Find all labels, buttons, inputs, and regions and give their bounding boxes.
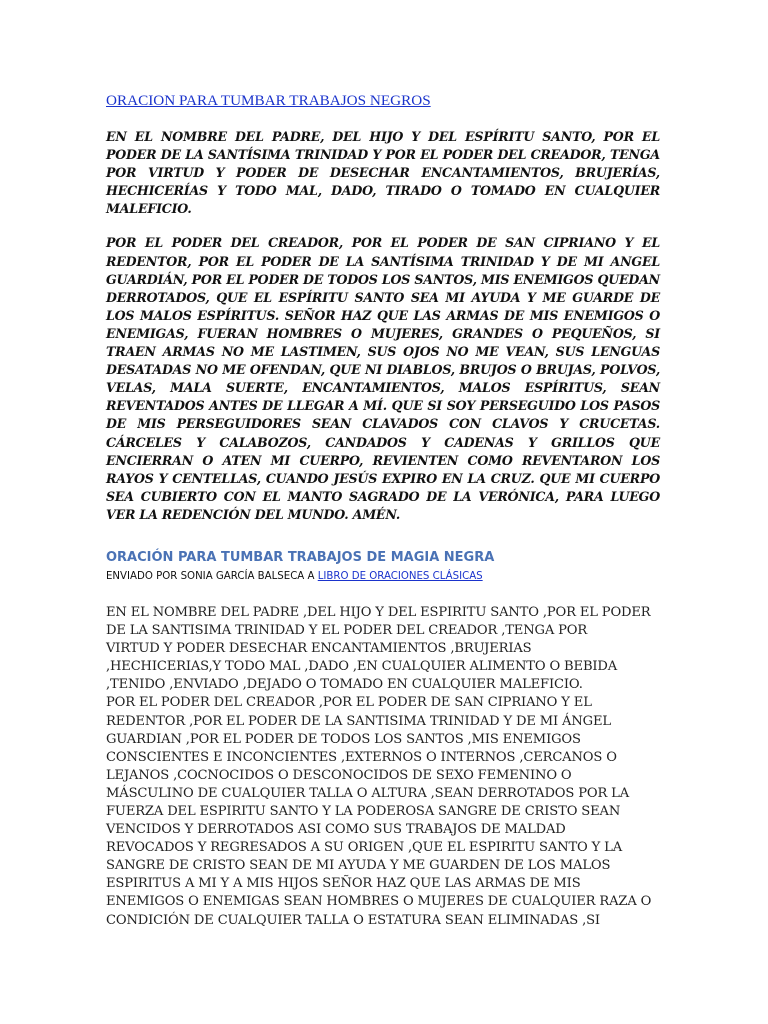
body-line: ESPIRITUS A MI Y A MIS HIJOS SEÑOR HAZ QUE LAS ARMAS DE MIS (106, 876, 581, 892)
body-line: CONSCIENTES E INCONCIENTES ,EXTERNOS O INTERNOS ,CERCANOS O (106, 749, 617, 765)
body-line: VIRTUD Y PODER DESECHAR ENCANTAMIENTOS ,BRUJERIAS (106, 641, 532, 657)
prayer-paragraph-2: POR EL PODER DEL CREADOR, POR EL PODER DE SAN CIPRIANO Y EL REDENTOR, POR EL PODER DE LA SANTÍSIMA TRINIDAD Y DE MI ANGEL GUARDIÁN, POR EL PODER DE TODOS LOS SANTOS, MIS ENEMIGOS QUEDAN DERROTADOS, QUE EL ESPÍRITU SANTO SEA MI AYUDA Y ME GUARDE DE LOS MALOS ESPÍRITUS. SEÑOR HAZ QUE LAS ARMAS DE MIS ENEMIGOS O ENEMIGAS, FUERAN HOMBRES O MUJERES, GRANDES O PEQUEÑOS, SI TRAEN ARMAS NO ME LASTIMEN, SUS OJOS NO ME VEAN, SUS LENGUAS DESATADAS NO ME OFENDAN, QUE NI DIABLOS, BRUJOS O BRUJAS, POLVOS, VELAS, MALA SUERTE, ENCANTAMIENTOS, MALOS ESPÍRITUS, SEAN REVENTADOS ANTES DE LLEGAR A MÍ. QUE SI SOY PERSEGUIDO LOS PASOS DE MIS PERSEGUIDORES SEAN CLAVADOS CON CLAVOS Y CRUCETAS. CÁRCELES Y CALABOZOS, CANDADOS Y CADENAS Y GRILLOS QUE ENCIERRAN O ATEN MI CUERPO, REVIENTEN COMO REVENTARON LOS RAYOS Y CENTELLAS, CUANDO JESÚS EXPIRO EN LA CRUZ. QUE MI CUERPO SEA CUBIERTO CON EL MANTO SAGRADO DE LA VERÓNICA, PARA LUEGO VER LA REDENCIÓN DEL MUNDO. AMÉN. (106, 235, 660, 522)
body-line: MÁSCULINO DE CUALQUIER TALLA O ALTURA ,SEAN DERROTADOS POR LA (106, 785, 630, 801)
body-line: DE LA SANTISIMA TRINIDAD Y EL PODER DEL CREADOR ,TENGA POR (106, 623, 588, 639)
body-line: ,TENIDO ,ENVIADO ,DEJADO O TOMADO EN CUALQUIER MALEFICIO. (106, 677, 583, 693)
body-line: SANGRE DE CRISTO SEAN DE MI AYUDA Y ME GUARDEN DE LOS MALOS (106, 858, 611, 874)
sender-prefix: ENVIADO POR SONIA GARCÍA BALSECA A (106, 570, 318, 582)
prayer-paragraph-1: EN EL NOMBRE DEL PADRE, DEL HIJO Y DEL ESPÍRITU SANTO, POR EL PODER DE LA SANTÍSIMA TRINIDAD Y POR EL PODER DEL CREADOR, TENGA POR VIRTUD Y PODER DE DESECHAR ENCANTAMIENTOS, BRUJERÍAS, HECHICERÍAS Y TODO MAL, DADO, TIRADO O TOMADO EN CUALQUIER MALEFICIO. (106, 129, 660, 217)
sender-line (106, 571, 660, 582)
body-line: GUARDIAN ,POR EL PODER DE TODOS LOS SANTOS ,MIS ENEMIGOS (106, 731, 581, 747)
body-line: VENCIDOS Y DERROTADOS ASI COMO SUS TRABAJOS DE MALDAD (106, 822, 566, 838)
section-heading: ORACIÓN PARA TUMBAR TRABAJOS DE MAGIA NEGRA (106, 549, 495, 565)
body-line: REVOCADOS Y REGRESADOS A SU ORIGEN ,QUE EL ESPIRITU SANTO Y LA (106, 840, 623, 856)
body-line: CONDICIÓN DE CUALQUIER TALLA O ESTATURA SEAN ELIMINADAS ,SI (106, 912, 600, 928)
body-line: ENEMIGOS O ENEMIGAS SEAN HOMBRES O MUJERES DE CUALQUIER RAZA O (106, 894, 652, 910)
body-line: POR EL PODER DEL CREADOR ,POR EL PODER DE SAN CIPRIANO Y EL (106, 695, 592, 711)
page-title[interactable]: ORACION PARA TUMBAR TRABAJOS NEGROS (106, 92, 431, 109)
document-page (106, 92, 660, 930)
prayer-body (106, 604, 660, 930)
book-link[interactable]: LIBRO DE ORACIONES CLÁSICAS (317, 570, 483, 582)
body-line: REDENTOR ,POR EL PODER DE LA SANTISIMA TRINIDAD Y DE MI ÁNGEL (106, 713, 611, 729)
body-line: FUERZA DEL ESPIRITU SANTO Y LA PODEROSA SANGRE DE CRISTO SEAN (106, 804, 621, 819)
body-line: ,HECHICERIAS,Y TODO MAL ,DADO ,EN CUALQUIER ALIMENTO O BEBIDA (106, 659, 618, 675)
body-line: LEJANOS ,COCNOCIDOS O DESCONOCIDOS DE SEXO FEMENINO O (106, 767, 572, 783)
body-line: EN EL NOMBRE DEL PADRE ,DEL HIJO Y DEL ESPIRITU SANTO ,POR EL PODER (106, 604, 651, 620)
